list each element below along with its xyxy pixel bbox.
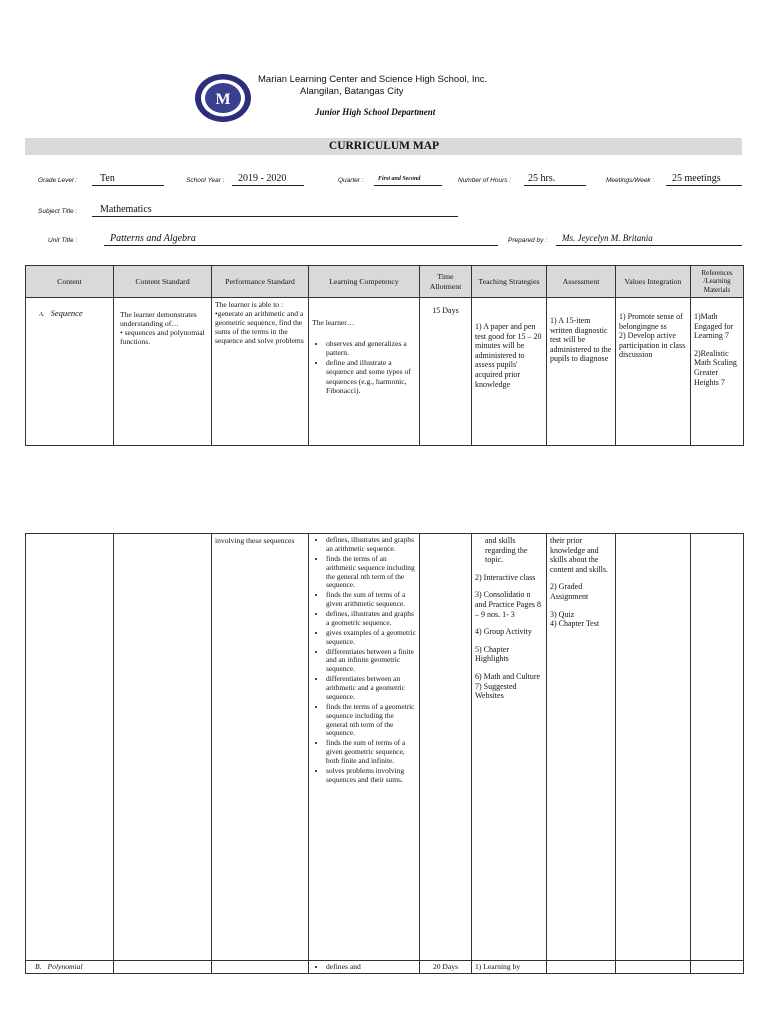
cell-values-integration bbox=[616, 961, 691, 974]
header-assessment: Assessment bbox=[547, 266, 616, 298]
values-item: 1) Promote sense of belongingne ss bbox=[619, 312, 683, 331]
school-seal-logo bbox=[193, 73, 253, 123]
cell-performance-standard bbox=[212, 961, 309, 974]
reference-item: 2)Realistic Math Scaling Greater Heights 7 bbox=[694, 348, 737, 387]
list-item: • finds the terms of a geometric sequence including the general nth term of the sequence. bbox=[326, 703, 416, 739]
time-value: 20 Days bbox=[432, 962, 459, 971]
list-item: • finds the sum of terms of a given geometric sequence, both finite and infinite. bbox=[326, 739, 416, 766]
grade-level-value: Ten bbox=[100, 173, 115, 184]
subject-line bbox=[92, 216, 458, 217]
list-item: • differentiates between an arithmetic and a geometric sequence. bbox=[326, 675, 416, 702]
cell-learning-competency bbox=[309, 961, 420, 974]
list-item: • gives examples of a geometric sequence. bbox=[326, 629, 416, 647]
cell-performance-standard bbox=[212, 534, 309, 961]
content-standard-item: • sequences and polynomial functions. bbox=[120, 328, 205, 347]
hours-line bbox=[524, 185, 586, 186]
school-year-label: School Year : bbox=[186, 177, 225, 184]
strategy-item: 3) Consolidatio n and Practice Pages 8 – 9 nos. 1- 3 bbox=[475, 590, 541, 619]
cell-content-standard bbox=[114, 961, 212, 974]
cell-teaching-strategies bbox=[472, 298, 547, 446]
cell-content bbox=[26, 298, 114, 446]
cell-performance-standard bbox=[212, 298, 309, 446]
strategy-item: 4) Group Activity bbox=[475, 627, 532, 637]
cell-values-integration bbox=[616, 534, 691, 961]
unit-line bbox=[104, 245, 498, 246]
prepared-value: Ms. Jeycelyn M. Britania bbox=[562, 233, 653, 243]
cell-references bbox=[691, 961, 744, 974]
list-item: • finds the sum of terms of a given arithmetic sequence. bbox=[326, 591, 416, 609]
cell-assessment bbox=[547, 534, 616, 961]
list-item: • define and illustrate a sequence and some types of sequences (e.g., harmonic, Fibonacci). bbox=[326, 358, 416, 394]
grade-level-label: Grade Level : bbox=[38, 177, 78, 184]
svg-text:M: M bbox=[215, 91, 231, 108]
performance-item: •generate an arithmetic and a geometric sequence, find the sums of the terms in the sequence and solve problems bbox=[215, 309, 304, 346]
meetings-line bbox=[666, 185, 742, 186]
school-year-line bbox=[232, 185, 304, 186]
unit-value: Patterns and Algebra bbox=[110, 233, 196, 244]
competency-list bbox=[312, 339, 416, 395]
list-item: • observes and generalizes a pattern. bbox=[326, 339, 416, 357]
cell-content-standard bbox=[114, 534, 212, 961]
school-year-value: 2019 - 2020 bbox=[238, 173, 287, 184]
school-name: Marian Learning Center and Science High School, Inc. bbox=[258, 74, 488, 85]
school-address: Alangilan, Batangas City bbox=[300, 86, 404, 97]
subject-value: Mathematics bbox=[100, 204, 152, 215]
cell-content bbox=[26, 534, 114, 961]
cell-values-integration bbox=[616, 298, 691, 446]
competency-list bbox=[312, 536, 416, 785]
curriculum-table-continued bbox=[25, 533, 744, 974]
content-topic: Polynomial bbox=[47, 962, 83, 971]
time-value: 15 Days bbox=[432, 306, 459, 315]
cell-teaching-strategies bbox=[472, 534, 547, 961]
hours-label: Number of Hours : bbox=[458, 177, 512, 184]
cell-learning-competency bbox=[309, 298, 420, 446]
assessment-item: their prior knowledge and skills about the content and skills. bbox=[550, 536, 608, 574]
cell-teaching-strategies bbox=[472, 961, 547, 974]
header-content-standard: Content Standard bbox=[114, 266, 212, 298]
cell-content bbox=[26, 961, 114, 974]
content-number: A. bbox=[39, 311, 45, 318]
header-content: Content bbox=[26, 266, 114, 298]
list-item: • defines, illustrates and graphs an arithmetic sequence. bbox=[326, 536, 416, 554]
list-item: • defines, illustrates and graphs a geometric sequence. bbox=[326, 610, 416, 628]
competency-list bbox=[312, 962, 416, 971]
quarter-line bbox=[374, 185, 442, 186]
cell-time-allotment bbox=[420, 961, 472, 974]
cell-references bbox=[691, 298, 744, 446]
strategy-text: 1) A paper and pen test good for 15 – 20 minutes will be administered to assess pupils' acquired prior knowledge bbox=[475, 322, 542, 389]
quarter-value: First and Second bbox=[378, 176, 421, 182]
cell-learning-competency bbox=[309, 534, 420, 961]
strategy-item: and skills regarding the topic. bbox=[485, 536, 528, 565]
reference-item: 1)Math Engaged for Learning 7 bbox=[694, 312, 734, 341]
header-values-integration: Values Integration bbox=[616, 266, 691, 298]
meetings-value: 25 meetings bbox=[672, 173, 721, 184]
strategy-item: 2) Interactive class bbox=[475, 572, 536, 582]
strategy-item: 5) Chapter Highlights bbox=[475, 644, 509, 664]
content-standard-item-text: sequences and polynomial functions. bbox=[120, 328, 205, 347]
hours-value: 25 hrs. bbox=[528, 173, 556, 184]
assessment-item: 3) Quiz bbox=[550, 609, 575, 619]
page-title: CURRICULUM MAP bbox=[328, 140, 440, 152]
header-learning-competency: Learning Competency bbox=[309, 266, 420, 298]
cell-time-allotment bbox=[420, 298, 472, 446]
cell-time-allotment bbox=[420, 534, 472, 961]
cell-assessment bbox=[547, 961, 616, 974]
list-item: • solves problems involving sequences and their sums. bbox=[326, 767, 416, 785]
table-row bbox=[26, 534, 744, 961]
table-row bbox=[26, 298, 744, 446]
list-item: • defines and bbox=[326, 962, 416, 971]
header-performance-standard: Performance Standard bbox=[212, 266, 309, 298]
cell-content-standard bbox=[114, 298, 212, 446]
content-number: B. bbox=[35, 962, 42, 971]
cell-assessment bbox=[547, 298, 616, 446]
grade-level-line bbox=[92, 185, 164, 186]
list-item: • finds the terms of an arithmetic sequence including the general nth term of the sequence. bbox=[326, 555, 416, 591]
prepared-label: Prepared by : bbox=[508, 237, 548, 244]
performance-intro: The learner is able to : bbox=[215, 300, 284, 309]
assessment-text: 1) A 15-item written diagnostic test will be administered to the pupils to diagnose bbox=[550, 316, 612, 364]
content-standard-intro: The learner demonstrates understanding of… bbox=[120, 310, 197, 329]
table-row bbox=[26, 961, 744, 974]
quarter-label: Quarter : bbox=[338, 177, 364, 184]
unit-label: Unit Title : bbox=[48, 237, 78, 244]
header-time-allotment: Time Allotment bbox=[420, 266, 472, 298]
assessment-item: 4) Chapter Test bbox=[550, 619, 600, 629]
meetings-label: Meetings/Week : bbox=[606, 177, 655, 184]
competency-intro: The learner… bbox=[312, 318, 355, 327]
strategy-item: 6) Math and Culture bbox=[475, 671, 541, 681]
strategy-text: 1) Learning by bbox=[475, 962, 521, 971]
strategy-item: 7) Suggested Websites bbox=[475, 681, 517, 701]
list-item: • differentiates between a finite and an infinite geometric sequence. bbox=[326, 648, 416, 675]
subject-label: Subject Title : bbox=[38, 208, 78, 215]
cell-references bbox=[691, 534, 744, 961]
performance-item-text: generate an arithmetic and a geometric sequence, find the sums of the terms in the sequence and solve problems bbox=[215, 309, 304, 346]
values-item: 2) Develop active participation in class discussion bbox=[619, 331, 686, 360]
header-references: References /Learning Materials bbox=[691, 266, 744, 298]
curriculum-table bbox=[25, 265, 744, 446]
assessment-item: 2) Graded Assignment bbox=[550, 582, 589, 601]
content-topic: Sequence bbox=[50, 308, 83, 318]
header-teaching-strategies: Teaching Strategies bbox=[472, 266, 547, 298]
department-name: Junior High School Department bbox=[315, 107, 436, 117]
performance-continued: involving these sequences bbox=[215, 536, 295, 545]
prepared-line bbox=[556, 245, 742, 246]
